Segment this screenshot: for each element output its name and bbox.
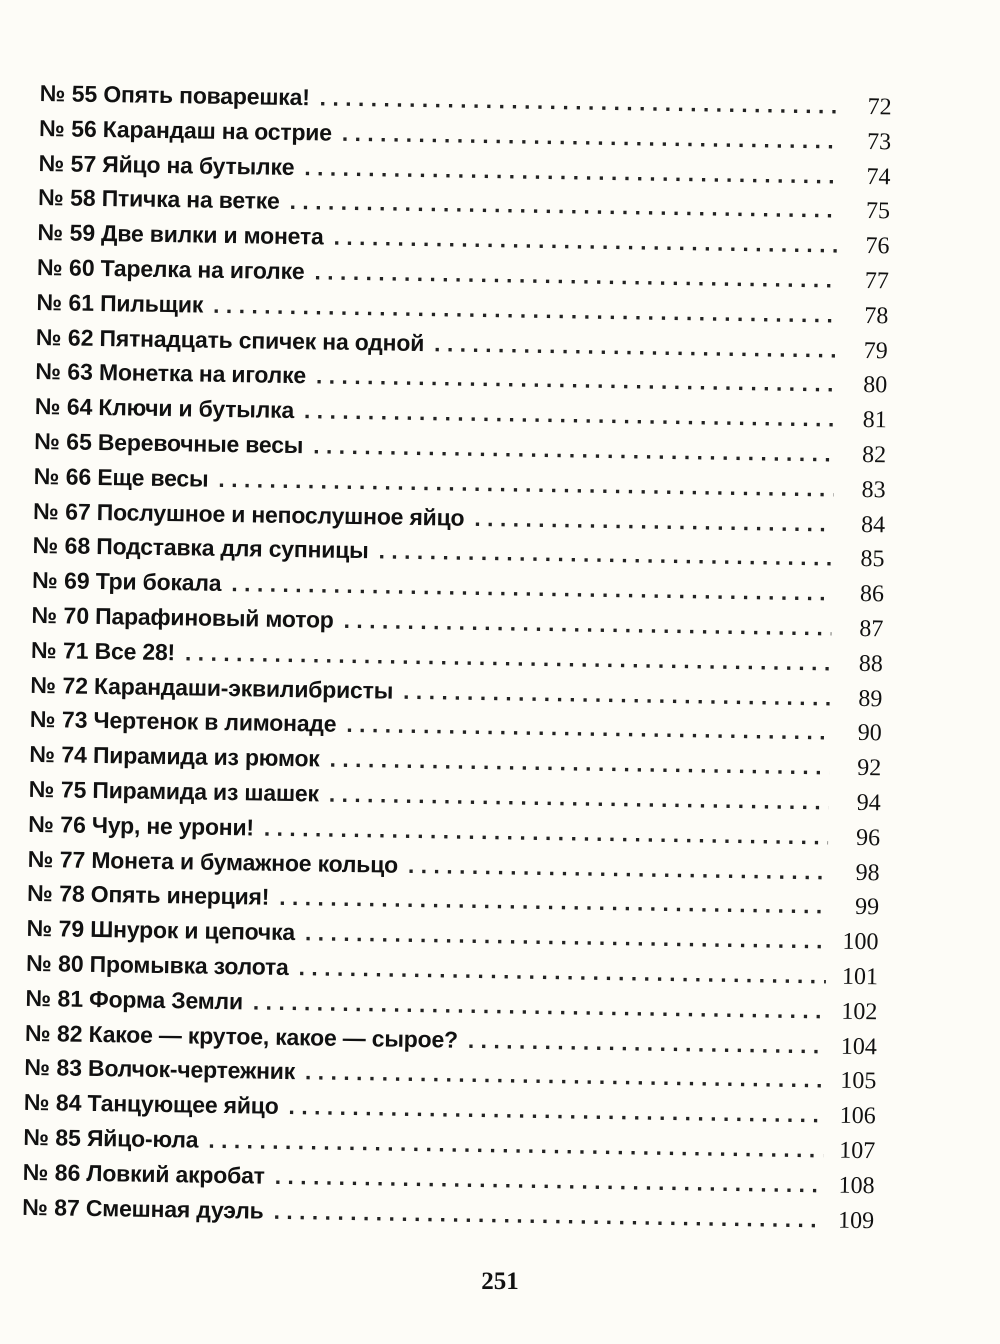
entry-page-number: 102	[841, 998, 878, 1025]
entry-number: № 62	[35, 323, 94, 351]
entry-page-number: 80	[863, 372, 888, 399]
entry-title: Птичка на ветке	[101, 185, 280, 215]
entry-page-number: 77	[864, 267, 890, 295]
entry-number: № 73	[29, 706, 88, 734]
entry-number: № 86	[22, 1158, 81, 1186]
entry-page-number: 108	[838, 1172, 875, 1199]
entry-number: № 75	[28, 775, 87, 803]
entry-number: № 63	[35, 358, 94, 386]
entry-title: Форма Земли	[88, 985, 244, 1015]
entry-title: Танцующее яйцо	[87, 1089, 279, 1119]
table-of-contents	[22, 76, 892, 1238]
entry-title: Промывка золота	[89, 950, 289, 980]
entry-number: № 79	[26, 915, 85, 942]
entry-title: Какое — крутое, какое — сырое?	[88, 1020, 459, 1053]
entry-page-number: 104	[840, 1033, 878, 1060]
entry-number: № 87	[22, 1193, 81, 1221]
entry-title: Пирамида из рюмок	[92, 742, 320, 772]
entry-number: № 77	[27, 845, 86, 873]
entry-page-number: 109	[837, 1207, 875, 1234]
entry-number: № 59	[37, 219, 96, 247]
entry-page-number: 90	[857, 720, 882, 747]
page-number: 251	[481, 1268, 519, 1295]
entry-page-number: 73	[866, 128, 892, 156]
entry-number: № 68	[32, 532, 91, 560]
entry-page-number: 76	[865, 233, 890, 260]
entry-page-number: 78	[864, 302, 889, 330]
entry-title: Карандаш на острие	[102, 115, 333, 146]
entry-title: Три бокала	[95, 568, 222, 597]
entry-number: № 55	[39, 79, 98, 107]
entry-page-number: 101	[841, 963, 879, 991]
entry-page-number: 74	[866, 163, 891, 190]
entry-title: Две вилки и монета	[100, 220, 324, 250]
entry-number: № 65	[34, 427, 93, 455]
entry-number: № 67	[32, 497, 91, 525]
entry-page-number: 88	[858, 650, 884, 678]
entry-title: Тарелка на иголке	[100, 254, 305, 285]
entry-page-number: 82	[861, 441, 887, 469]
entry-number: № 57	[38, 149, 97, 177]
entry-title: Опять инерция!	[90, 881, 270, 911]
entry-number: № 56	[38, 114, 98, 142]
entry-number: № 78	[26, 880, 85, 908]
entry-title: Парафиновый мотор	[94, 602, 334, 633]
entry-page-number: 81	[862, 407, 887, 434]
dot-leader	[474, 500, 833, 540]
entry-page-number: 84	[860, 511, 886, 538]
entry-page-number: 105	[840, 1068, 877, 1095]
entry-number: № 85	[23, 1123, 82, 1151]
entry-page-number: 89	[858, 685, 883, 712]
entry-page-number: 83	[861, 476, 886, 504]
entry-title: Ключи и бутылка	[98, 394, 295, 424]
entry-number: № 74	[29, 741, 88, 768]
entry-page-number: 79	[863, 337, 888, 364]
entry-page-number: 85	[860, 546, 885, 573]
entry-title: Монета и бумажное кольцо	[91, 846, 399, 878]
entry-number: № 84	[23, 1088, 82, 1116]
entry-number: № 69	[31, 567, 90, 594]
entry-number: № 58	[37, 184, 96, 212]
entry-number: № 70	[31, 601, 90, 629]
entry-title: Волчок-чертежник	[87, 1055, 296, 1085]
entry-title: Пильщик	[99, 289, 204, 318]
entry-title: Веревочные весы	[97, 428, 304, 459]
entry-page-number: 86	[859, 581, 885, 608]
entry-title: Яйцо на бутылке	[102, 150, 295, 180]
entry-page-number: 94	[856, 789, 881, 817]
entry-page-number: 96	[855, 824, 881, 852]
entry-number: № 64	[34, 393, 93, 421]
entry-title: Еще весы	[97, 463, 209, 492]
entry-number: № 80	[25, 949, 84, 977]
entry-number: № 61	[36, 288, 95, 316]
entry-page-number: 72	[867, 94, 892, 121]
entry-number: № 82	[24, 1019, 83, 1047]
entry-title: Опять поварешка!	[103, 80, 310, 111]
entry-page-number: 75	[865, 198, 891, 225]
entry-title: Послушное и непослушное яйцо	[96, 498, 465, 531]
entry-title: Ловкий акробат	[86, 1159, 265, 1189]
entry-page-number: 87	[859, 615, 884, 643]
entry-title: Смешная дуэль	[85, 1194, 264, 1224]
dot-leader	[273, 1193, 822, 1236]
entry-number: № 81	[25, 984, 84, 1012]
entry-number: № 83	[24, 1054, 83, 1082]
entry-title: Шнурок и цепочка	[90, 916, 296, 946]
entry-title: Все 28!	[94, 637, 176, 665]
entry-title: Монетка на иголке	[98, 359, 307, 389]
entry-page-number: 107	[839, 1137, 876, 1165]
entry-title: Подставка для супницы	[96, 533, 369, 564]
dot-leader	[468, 1022, 826, 1062]
entry-title: Яйцо-юла	[86, 1124, 199, 1153]
entry-number: № 72	[30, 671, 89, 699]
entry-page-number: 92	[857, 755, 882, 782]
entry-title: Чур, не урони!	[91, 811, 255, 841]
entry-number: № 71	[30, 636, 89, 664]
entry-page-number: 99	[854, 894, 880, 921]
entry-page-number: 98	[855, 859, 880, 886]
entry-number: № 66	[33, 462, 92, 490]
entry-title: Пирамида из шашек	[92, 776, 320, 807]
entry-page-number: 100	[842, 928, 879, 956]
entry-title: Пятнадцать спичек на одной	[99, 324, 425, 356]
entry-title: Чертенок в лимонаде	[93, 707, 337, 738]
entry-page-number: 106	[839, 1102, 876, 1130]
entry-number: № 60	[36, 253, 95, 281]
entry-number: № 76	[28, 810, 87, 838]
entry-title: Карандаши-эквилибристы	[93, 672, 394, 704]
